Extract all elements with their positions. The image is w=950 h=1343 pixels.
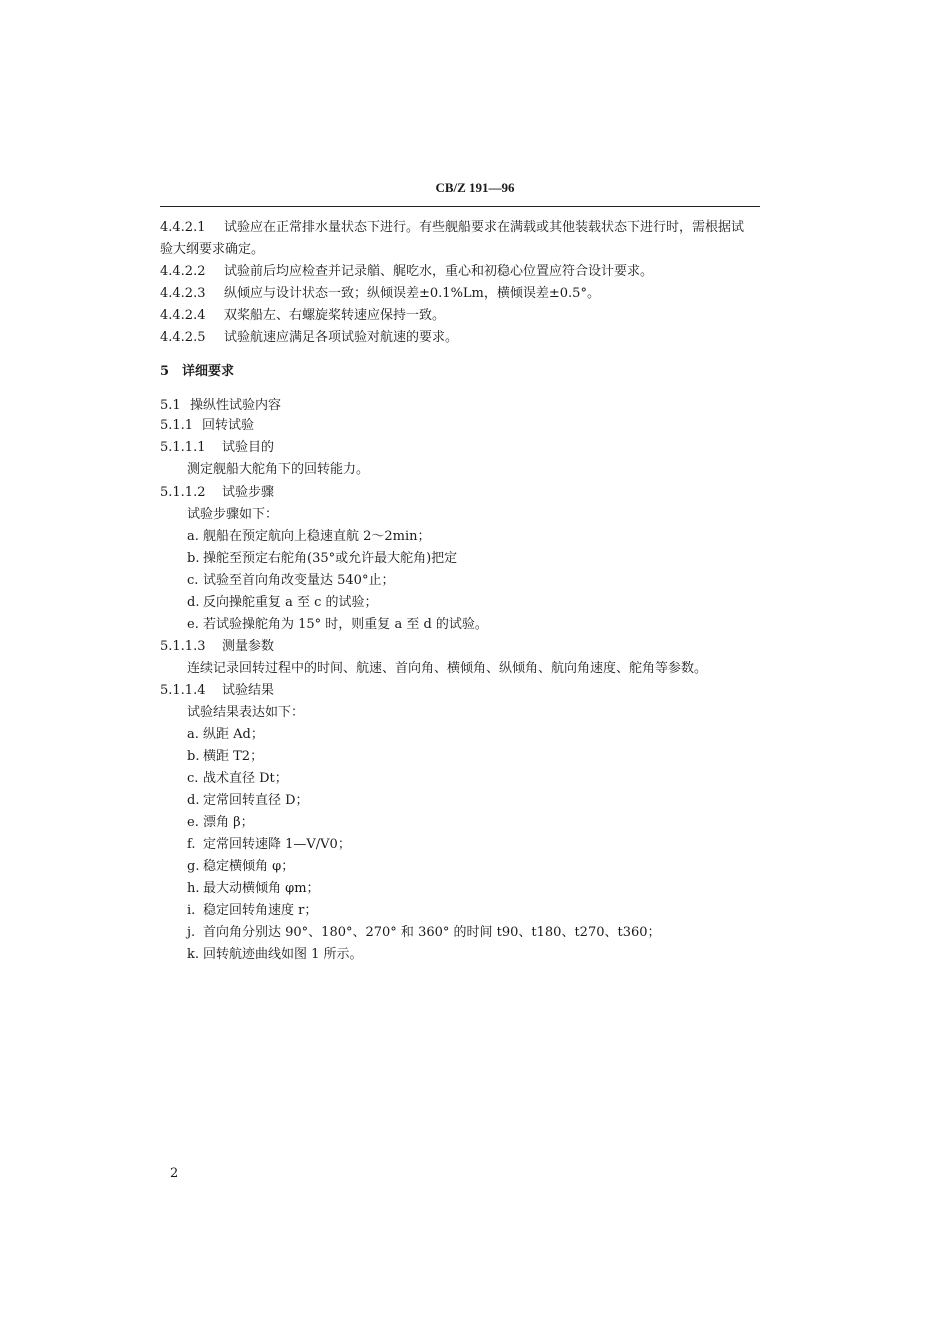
text-line — [187, 595, 378, 611]
clause-number: d. — [187, 793, 200, 808]
text-line — [160, 398, 281, 414]
clause-text: 试验航速应满足各项试验对航速的要求。 — [224, 330, 459, 345]
clause-text: 双桨船左、右螺旋桨转速应保持一致。 — [224, 308, 446, 323]
text-line — [160, 264, 653, 280]
clause-number: g. — [187, 859, 200, 874]
text-line — [160, 242, 264, 258]
clause-text: 回转试验 — [202, 418, 255, 433]
clause-text: 试验步骤 — [222, 485, 275, 500]
clause-number: 5.1.1 — [160, 418, 194, 433]
clause-number: c. — [187, 573, 199, 588]
text-line — [187, 881, 320, 897]
text-line — [187, 903, 317, 919]
text-line — [160, 364, 234, 380]
text-line — [160, 308, 445, 324]
clause-number: a. — [187, 727, 199, 742]
clause-text: 测定舰船大舵角下的回转能力。 — [187, 462, 370, 477]
text-line — [187, 925, 661, 941]
text-line — [160, 440, 274, 456]
clause-number: 5 — [160, 364, 170, 379]
text-line — [187, 793, 309, 809]
clause-text: 操纵性试验内容 — [190, 398, 282, 413]
clause-text: 最大动横倾角 φm； — [203, 881, 320, 896]
clause-text: 反向操舵重复 a 至 c 的试验； — [203, 595, 378, 610]
clause-text: 舰船在预定航向上稳速直航 2～2min； — [203, 529, 431, 544]
clause-text: 试验目的 — [222, 440, 275, 455]
header-rule — [160, 206, 760, 207]
text-line — [187, 661, 707, 677]
clause-text: 漂角 β； — [203, 815, 254, 830]
clause-number: 5.1 — [160, 398, 181, 413]
clause-text: 试验前后均应检查并记录艏、艉吃水，重心和初稳心位置应符合设计要求。 — [224, 264, 654, 279]
text-line — [187, 727, 264, 743]
clause-text: 试验步骤如下： — [187, 507, 279, 522]
text-line — [160, 286, 600, 302]
clause-text: 连续记录回转过程中的时间、航速、首向角、横倾角、纵倾角、航向角速度、舵角等参数。 — [187, 661, 708, 676]
text-line — [160, 639, 274, 655]
clause-number: f. — [187, 837, 196, 852]
clause-text: 稳定横倾角 φ； — [203, 859, 295, 874]
text-line — [187, 947, 363, 963]
clause-text: 战术直径 Dt； — [203, 771, 288, 786]
clause-text: 试验应在正常排水量状态下进行。有些舰船要求在满载或其他装载状态下进行时，需根据试 — [224, 220, 745, 235]
text-line — [160, 683, 274, 699]
text-line — [160, 418, 254, 434]
clause-number: 5.1.1.3 — [160, 639, 206, 654]
text-line — [187, 815, 254, 831]
text-line — [187, 859, 294, 875]
clause-number: b. — [187, 749, 200, 764]
clause-text: 试验至首向角改变量达 540°止； — [203, 573, 395, 588]
clause-text: 定常回转直径 D； — [203, 793, 309, 808]
clause-text: 纵距 Ad； — [203, 727, 264, 742]
text-line — [187, 749, 263, 765]
text-line — [160, 330, 458, 346]
clause-text: 回转航迹曲线如图 1 所示。 — [203, 947, 363, 962]
clause-text: 试验结果 — [222, 683, 275, 698]
clause-number: 5.1.1.1 — [160, 440, 206, 455]
clause-text: 若试验操舵角为 15° 时，则重复 a 至 d 的试验。 — [203, 617, 488, 632]
clause-number: i. — [187, 903, 196, 918]
clause-number: 5.1.1.4 — [160, 683, 206, 698]
clause-number: j. — [187, 925, 196, 940]
clause-number: c. — [187, 771, 199, 786]
clause-text: 横距 T2； — [203, 749, 264, 764]
clause-text: 详细要求 — [182, 364, 235, 379]
text-line — [187, 705, 304, 721]
clause-number: 4.4.2.3 — [160, 286, 206, 301]
clause-number: b. — [187, 551, 200, 566]
text-line — [160, 485, 274, 501]
clause-number: 4.4.2.5 — [160, 330, 206, 345]
clause-text: 测量参数 — [222, 639, 275, 654]
clause-number: h. — [187, 881, 200, 896]
clause-text: 首向角分别达 90°、180°、270° 和 360° 的时间 t90、t180、t270、t360； — [203, 925, 661, 940]
text-line — [160, 220, 744, 236]
clause-text: 试验结果表达如下： — [187, 705, 305, 720]
page-number: 2 — [170, 1166, 179, 1181]
clause-text: 定常回转速降 1—V/V0； — [203, 837, 351, 852]
clause-number: d. — [187, 595, 200, 610]
clause-number: 4.4.2.2 — [160, 264, 206, 279]
text-line — [187, 462, 369, 478]
clause-text: 操舵至预定右舵角(35°或允许最大舵角)把定 — [203, 551, 458, 566]
clause-text: 验大纲要求确定。 — [160, 242, 265, 257]
clause-number: a. — [187, 529, 199, 544]
text-line — [187, 771, 288, 787]
document-code-header: CB/Z 191—96 — [435, 180, 515, 195]
clause-number: 4.4.2.4 — [160, 308, 206, 323]
text-line — [187, 507, 278, 523]
text-line — [187, 529, 431, 545]
clause-text: 稳定回转角速度 r； — [203, 903, 318, 918]
clause-number: e. — [187, 815, 199, 830]
text-line — [187, 837, 351, 853]
clause-number: 5.1.1.2 — [160, 485, 206, 500]
clause-number: k. — [187, 947, 200, 962]
text-line — [187, 551, 457, 567]
text-line — [187, 573, 394, 589]
clause-number: e. — [187, 617, 199, 632]
clause-number: 4.4.2.1 — [160, 220, 206, 235]
clause-text: 纵倾应与设计状态一致；纵倾误差±0.1%Lm，横倾误差±0.5°。 — [224, 286, 600, 301]
text-line — [187, 617, 488, 633]
